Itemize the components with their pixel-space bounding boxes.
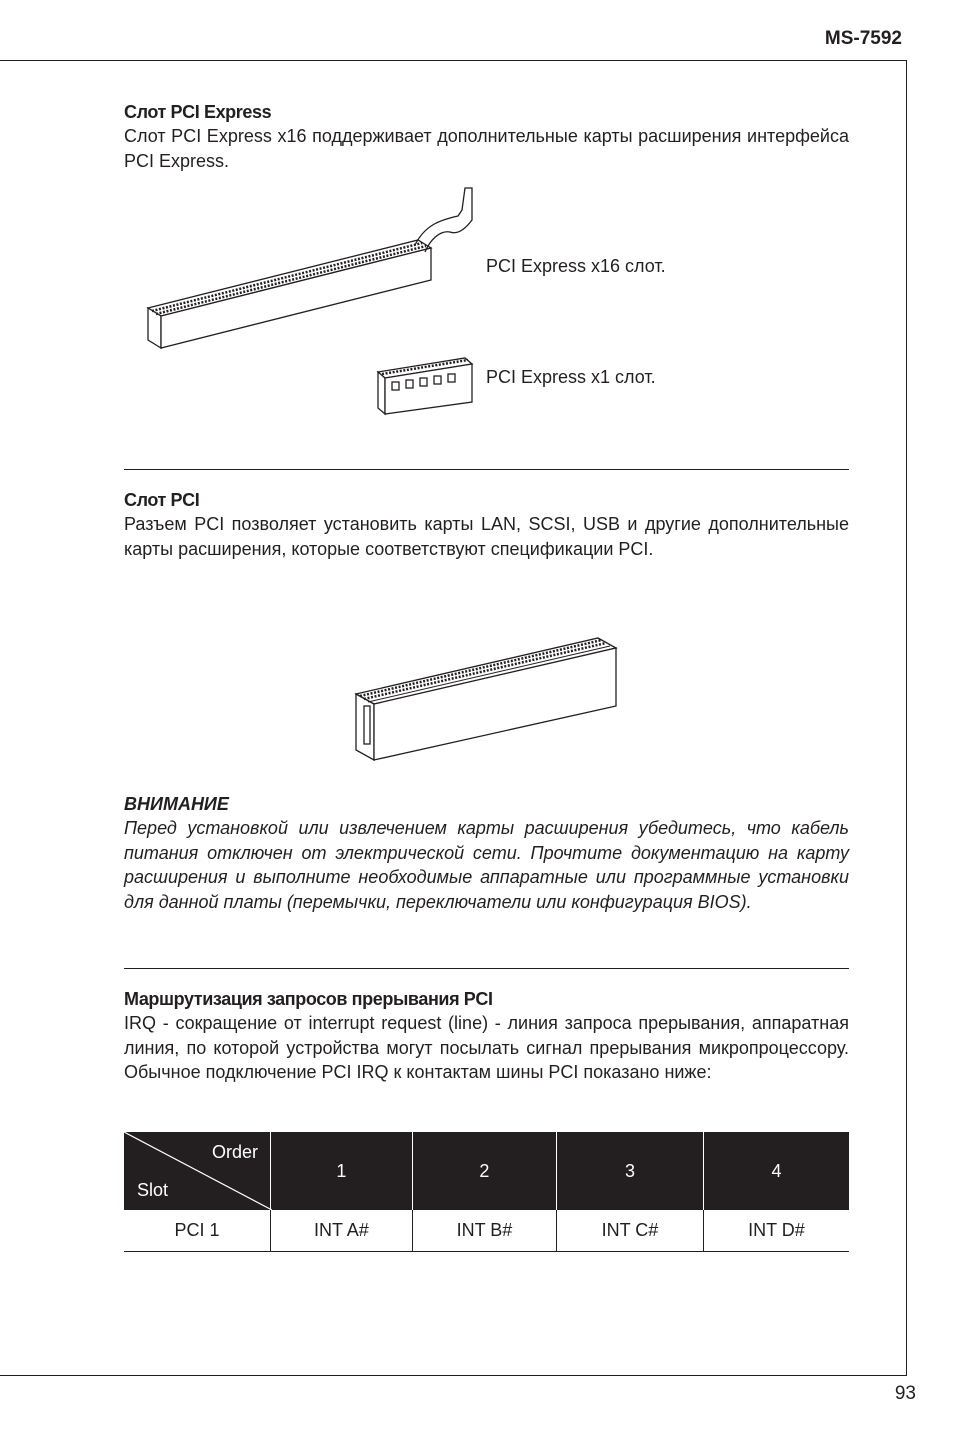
pci-slot-illustration: [350, 630, 625, 770]
note-heading: ВНИМАНИЕ: [124, 794, 229, 814]
irq-routing-table: [124, 1132, 849, 1252]
header-rule: [0, 60, 906, 61]
irq-table-wrapper: [124, 1132, 849, 1252]
table-cell: INT A#: [271, 1210, 413, 1252]
column-header: 3: [557, 1132, 704, 1210]
pcie-x1-label: PCI Express x1 слот.: [486, 367, 656, 387]
corner-slot-label: Slot: [137, 1180, 169, 1200]
page-number: 93: [894, 1383, 916, 1404]
pcie-x1-slot-front: [378, 372, 385, 414]
pci-body: Разъем PCI позволяет установить карты LAN, SCSI, USB и другие дополнительные карты расширения, которые соответствуют спецификации PCI.: [124, 514, 849, 559]
irq-heading: Маршрутизация запросов прерывания PCI: [124, 989, 493, 1009]
column-header: 4: [703, 1132, 849, 1210]
footer-rule: [0, 1375, 907, 1376]
pci-heading: Слот PCI: [124, 490, 200, 510]
irq-body: IRQ - сокращение от interrupt request (line) - линия запроса прерывания, аппаратная линия, по которой устройства могут посылать сигнал прерывания микропроцессору. Обычное подключение PCI IRQ к контактам шины PCI показано ниже:: [124, 1013, 849, 1082]
table-cell: INT C#: [557, 1210, 704, 1252]
note-section: [124, 792, 849, 914]
irq-table-corner-cell: [124, 1132, 271, 1210]
margin-rule: [906, 60, 907, 1376]
slot-cell: PCI 1: [124, 1210, 271, 1252]
pcie-retention-clip: [415, 188, 472, 252]
pcie-section: [124, 100, 849, 173]
corner-order-label: Order: [211, 1142, 258, 1162]
irq-section: [124, 987, 849, 1085]
section-divider: [124, 968, 849, 969]
model-name: MS-7592: [824, 28, 902, 49]
section-divider: [124, 469, 849, 470]
pcie-heading: Слот PCI Express: [124, 102, 272, 122]
pci-section: [124, 488, 849, 561]
pcie-slot-illustration: [140, 180, 500, 420]
table-row: [124, 1210, 849, 1252]
irq-table-header-row: [124, 1132, 849, 1210]
column-header: 2: [412, 1132, 556, 1210]
table-cell: INT B#: [412, 1210, 556, 1252]
pcie-x16-label: PCI Express x16 слот.: [486, 256, 666, 276]
note-body: Перед установкой или извлечением карты расширения убедитесь, что кабель питания отключен от электрической сети. Прочтите документацию на карту расширения и выполните необходимые аппаратные или программные установки для данной платы (перемычки, переключатели или конфигурация BIOS).: [124, 818, 849, 912]
table-cell: INT D#: [703, 1210, 849, 1252]
pcie-body: Слот PCI Express x16 поддерживает дополнительные карты расширения интерфейса PCI Express.: [124, 126, 849, 171]
column-header: 1: [271, 1132, 413, 1210]
